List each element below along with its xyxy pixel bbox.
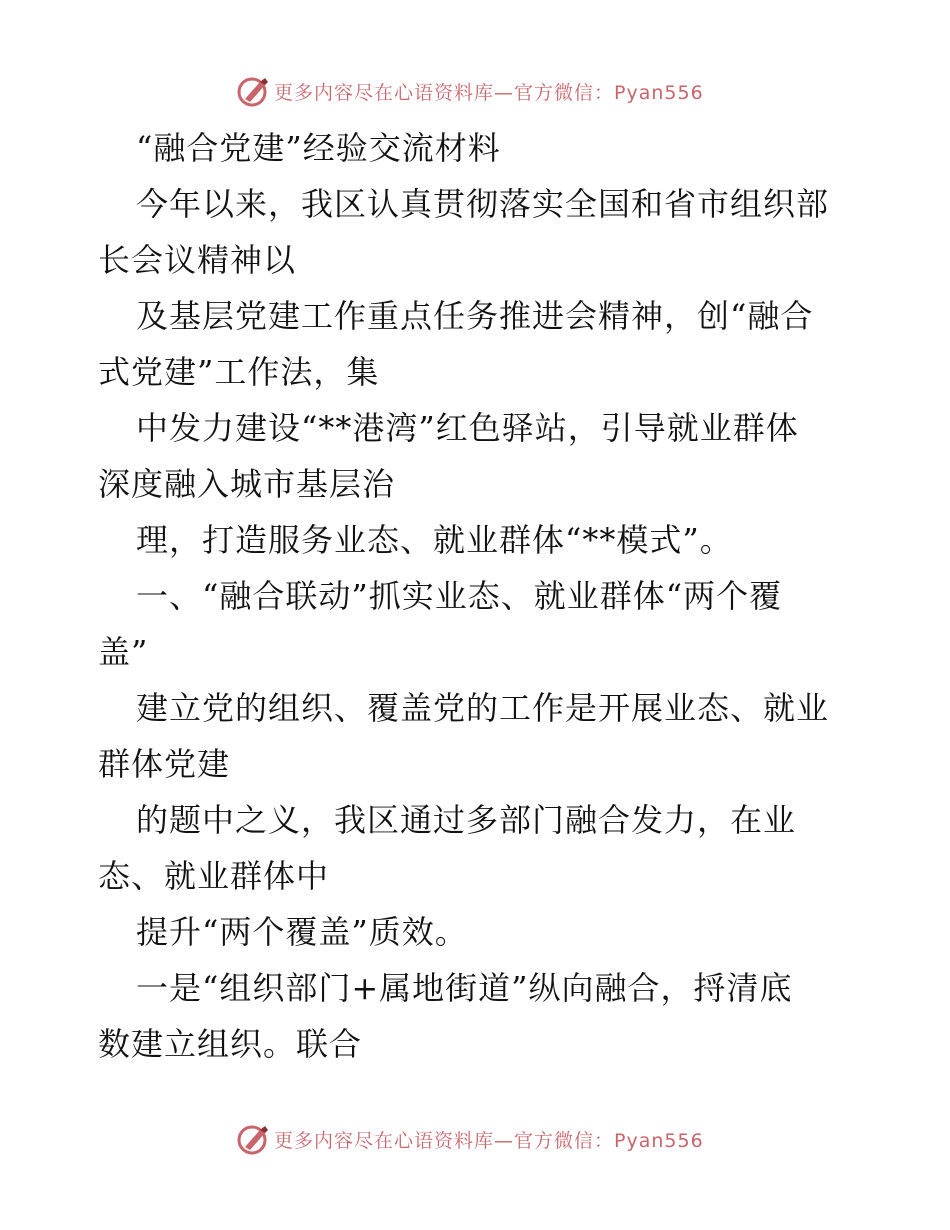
paragraph-line: 今年以来，我区认真贯彻落实全国和省市组织部 (136, 185, 830, 223)
section-heading: 盖” (98, 633, 149, 671)
paragraph-line: 及基层党建工作重点任务推进会精神，创“融合 (136, 297, 814, 335)
paragraph-line: 长会议精神以 (98, 241, 297, 279)
paragraph-line: 的题中之义，我区通过多部门融合发力，在业 (136, 801, 797, 839)
paragraph-line: 提升“两个覆盖”质效。 (136, 913, 468, 951)
paragraph-line: 态、就业群体中 (98, 857, 330, 895)
section-heading: 一、“融合联动”抓实业态、就业群体“两个覆 (136, 577, 783, 615)
paragraph-line: 建立党的组织、覆盖党的工作是开展业态、就业 (136, 689, 830, 727)
document-body (98, 120, 858, 1072)
watermark-footer (236, 1122, 704, 1156)
paragraph-line: 理，打造服务业态、就业群体“**模式”。 (136, 521, 733, 559)
paragraph-line: 数建立组织。联合 (98, 1025, 363, 1063)
paragraph-line: 中发力建设“**港湾”红色驿站，引导就业群体 (136, 409, 799, 447)
paragraph-line: 一是“组织部门+属地街道”纵向融合，捋清底 (136, 969, 793, 1007)
watermark-header (236, 74, 704, 108)
watermark-text: 更多内容尽在心语资料库—官方微信：Pyan556 (274, 81, 704, 104)
paragraph-line: 深度融入城市基层治 (98, 465, 396, 503)
watermark-text: 更多内容尽在心语资料库—官方微信：Pyan556 (274, 1129, 704, 1152)
paragraph-line: 式党建”工作法，集 (98, 353, 380, 391)
document-title: “融合党建”经验交流材料 (136, 129, 501, 167)
pen-logo-icon (236, 74, 270, 108)
paragraph-line: 群体党建 (98, 745, 231, 783)
pen-logo-icon (236, 1122, 270, 1156)
